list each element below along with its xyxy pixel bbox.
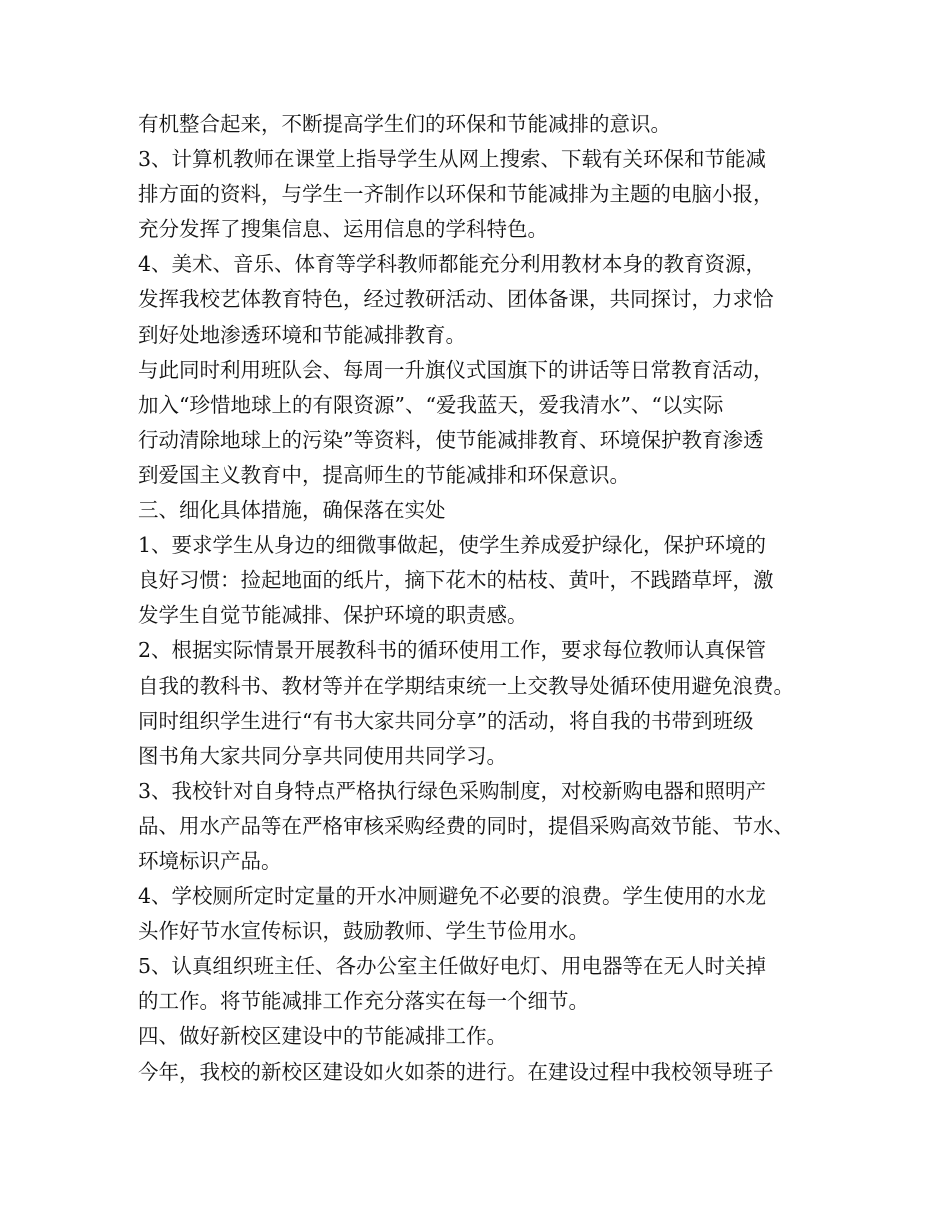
text-line: 行动清除地球上的污染”等资料，使节能减排教育、环境保护教育渗透 — [138, 427, 764, 452]
text-line: 5、认真组织班主任、各办公室主任做好电灯、用电器等在无人时关掉 — [138, 954, 767, 979]
text-line: 4、美术、音乐、体育等学科教师都能充分利用教材本身的教育资源， — [138, 252, 767, 277]
text-line: 良好习惯：捡起地面的纸片，摘下花木的枯枝、黄叶，不践踏草坪，激 — [138, 568, 774, 593]
text-line: 3、我校针对自身特点严格执行绿色采购制度，对校新购电器和照明产 — [138, 778, 767, 803]
text-line: 的工作。将节能减排工作充分落实在每一个细节。 — [138, 989, 589, 1014]
text-line: 自我的教科书、教材等并在学期结束统一上交教导处循环使用避免浪费。 — [138, 673, 794, 698]
text-line: 同时组织学生进行“有书大家共同分享”的活动，将自我的书带到班级 — [138, 708, 754, 733]
text-line: 充分发挥了搜集信息、运用信息的学科特色。 — [138, 217, 548, 242]
text-line: 4、学校厕所定时定量的开水冲厕避免不必要的浪费。学生使用的水龙 — [138, 884, 767, 909]
text-line: 环境标识产品。 — [138, 848, 282, 873]
text-line: 与此同时利用班队会、每周一升旗仪式国旗下的讲话等日常教育活动， — [138, 357, 774, 382]
body-text — [138, 107, 828, 1090]
section-heading: 三、细化具体措施，确保落在实处 — [138, 498, 446, 523]
text-line: 发挥我校艺体教育特色，经过教研活动、团体备课，共同探讨，力求恰 — [138, 287, 774, 312]
text-line: 加入“珍惜地球上的有限资源”、“爱我蓝天，爱我清水”、“以实际 — [138, 392, 724, 417]
text-line: 有机整合起来，不断提高学生们的环保和节能减排的意识。 — [138, 112, 671, 136]
text-line: 到好处地渗透环境和节能减排教育。 — [138, 322, 466, 347]
text-line: 品、用水产品等在严格审核采购经费的同时，提倡采购高效节能、节水、 — [138, 813, 794, 838]
section-heading: 四、做好新校区建设中的节能减排工作。 — [138, 1024, 507, 1049]
text-line: 2、根据实际情景开展教科书的循环使用工作，要求每位教师认真保管 — [138, 638, 767, 663]
text-line: 发学生自觉节能减排、保护环境的职责感。 — [138, 603, 528, 628]
text-line: 头作好节水宣传标识，鼓励教师、学生节俭用水。 — [138, 919, 589, 944]
text-line: 3、计算机教师在课堂上指导学生从网上搜索、下载有关环保和节能减 — [138, 147, 767, 172]
text-line: 图书角大家共同分享共同使用共同学习。 — [138, 743, 507, 768]
text-line: 今年，我校的新校区建设如火如荼的进行。在建设过程中我校领导班子 — [138, 1059, 774, 1084]
text-line: 排方面的资料，与学生一齐制作以环保和节能减排为主题的电脑小报， — [138, 182, 774, 207]
text-line: 到爱国主义教育中，提高师生的节能减排和环保意识。 — [138, 462, 630, 487]
text-line: 1、要求学生从身边的细微事做起，使学生养成爱护绿化，保护环境的 — [138, 533, 767, 558]
